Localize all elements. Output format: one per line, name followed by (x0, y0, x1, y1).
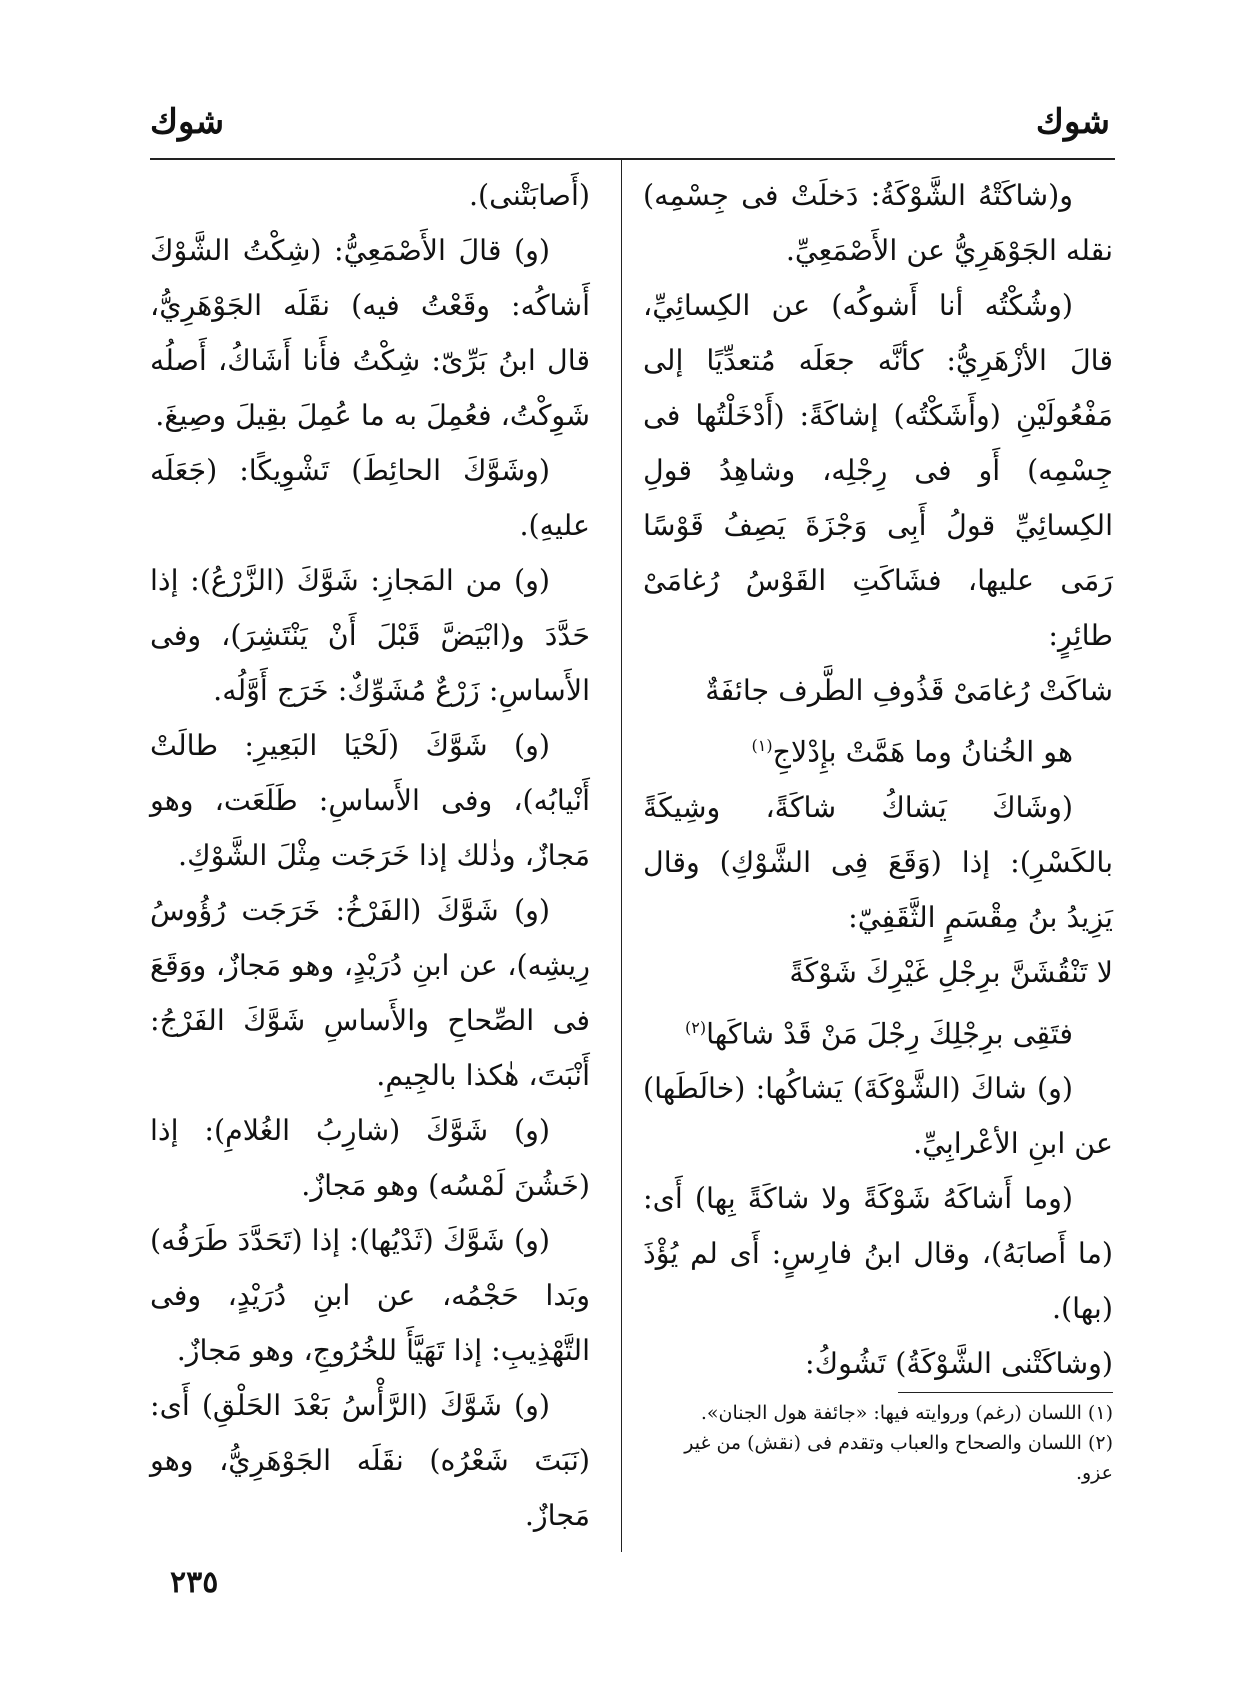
paragraph-text: (و) شَوَّكَ (الرَّأْسُ بَعْدَ الحَلْقِ) أَى: (نَبَتَ شَعْرُه) نقَلَه الجَوْهَرِيُّ، وهو مَجازٌ. (150, 1389, 590, 1532)
header-rule (150, 158, 1115, 160)
paragraph-text: هو الخُنانُ وما هَمَّتْ بإِدْلاجِ (772, 735, 1073, 769)
paragraph-text: (و) شَوَّكَ (شارِبُ الغُلامِ): إذا (خَشُنَ لَمْسُه) وهو مَجازٌ. (150, 1114, 590, 1202)
entry-paragraph (643, 780, 1113, 945)
entry-paragraph (150, 1213, 590, 1378)
paragraph-text: (أَصابَتْنى). (469, 179, 590, 212)
paragraph-text: (و) شاكَ (الشَّوْكَةَ) يَشاكُها: (خالَطَها) عن ابنِ الأعْرابِيِّ. (643, 1072, 1113, 1160)
right-column (643, 168, 1113, 1391)
entry-paragraph (150, 553, 590, 718)
paragraph-text: فتَقِى برِجْلِكَ رِجْلَ مَنْ قَدْ شاكَها (706, 1017, 1073, 1050)
entry-paragraph (150, 883, 590, 1103)
paragraph-text: شاكَتْ رُغامَىْ قَذُوفِ الطَّرف جائفَةٌ (705, 674, 1113, 707)
footnotes (643, 1398, 1113, 1488)
paragraph-text: (و) قالَ الأَصْمَعِيُّ: (شِكْتُ الشَّوْكَ أَشاكُه: وقَعْتُ فيه) نقَلَه الجَوْهَرِيُّ، قال ابنُ بَرِّىّ: شِكْتُ فأَنا أَشَاكُ، أَصلُه شَوِكْتُ، فعُمِلَ به ما عُمِلَ بقِيلَ وصِيغَ. (150, 234, 590, 432)
paragraph-text: (و) من المَجازِ: شَوَّكَ (الزَّرْعُ): إذا حَدَّدَ و(ابْيَضَّ قَبْلَ أَنْ يَنْتَشِرَ)، وفى الأَساسِ: زَرْعٌ مُشَوِّكٌ: خَرَج أَوَّلُه. (150, 564, 590, 707)
paragraph-text: (و) شَوَّكَ (ثَدْيُها): إذا (تَحَدَّدَ طَرَفُه) وبَدا حَجْمُه، عن ابنِ دُرَيْدٍ، وفى التَّهْذِيبِ: إذا تَهَيَّأَ للخُرُوجِ، وهو مَجازٌ. (150, 1224, 590, 1367)
running-header-right: شوك (1035, 102, 1110, 142)
running-header-left: شوك (150, 102, 225, 142)
paragraph-text: (وشَوَّكَ الحائِطَ) تَشْوِيكًا: (جَعَلَه عليهِ). (150, 454, 590, 542)
verse-line (643, 945, 1113, 1000)
entry-paragraph (150, 1103, 590, 1213)
verse-line (643, 718, 1113, 780)
entry-paragraph (643, 278, 1113, 663)
entry-paragraph (643, 1061, 1113, 1171)
verse-line (643, 1000, 1113, 1062)
left-column (150, 168, 590, 1543)
paragraph-text: (وشُكْتُه أنا أَشوكُه) عن الكِسائِيِّ، قالَ الأزْهَرِيُّ: كأنَّه جعَلَه مُتعدِّيًا إلى مَفْعُولَيْنِ (وأَشَكْتُه) إشاكَةً: (أَدْخَلْتُها فى جِسْمِه) أَو فى رِجْلِه، وشاهِدُ قولِ الكِسائِيِّ قولُ أَبِى وَجْزَةَ يَصِفُ قَوْسًا رَمَى عليها، فشَاكَتِ القَوْسُ رُغامَىْ طائِرٍ: (643, 289, 1113, 652)
footnote-marker: (١) (751, 736, 773, 755)
paragraph-text: (و) شَوَّكَ (لَحْيَا البَعِيرِ: طالَتْ أَنْيابُه)، وفى الأَساسِ: طَلَعَت، وهو مَجازٌ، وذٰلك إذا خَرَجَت مِثْلَ الشَّوْكِ. (150, 729, 590, 872)
paragraph-text: (وشاكَتْنى الشَّوْكَةُ) تَشُوكُ: (805, 1347, 1113, 1380)
entry-paragraph (150, 223, 590, 443)
page-number: ٢٣٥ (170, 1565, 219, 1600)
footnote-1: (١) اللسان (رغم) وروايته فيها: «جائفة هول الجنان». (700, 1402, 1113, 1424)
entry-paragraph (643, 168, 1113, 278)
verse-line (643, 663, 1113, 718)
entry-paragraph (150, 443, 590, 553)
paragraph-text: و(شاكَتْهُ الشَّوْكَةُ: دَخلَتْ فى جِسْمِه) نقله الجَوْهَرِيُّ عن الأَصْمَعِيِّ. (643, 179, 1113, 267)
entry-paragraph (643, 1171, 1113, 1336)
entry-paragraph (150, 168, 590, 223)
entry-paragraph (150, 718, 590, 883)
paragraph-text: لا تَنْقُشَنَّ برِجْلِ غَيْرِكَ شَوْكَةً (789, 955, 1113, 989)
paragraph-text: (و) شَوَّكَ (الفَرْخُ: خَرَجَت رُؤُوسُ رِيشِه)، عن ابنِ دُرَيْدٍ، وهو مَجازٌ، ووَقَعَ فى الصِّحاحِ والأَساسِ شَوَّكَ الفَرْجُ: أَنْبَتَ، هٰكذا بالجِيمِ. (150, 894, 590, 1092)
entry-paragraph (150, 1378, 590, 1543)
column-divider (621, 160, 622, 1552)
footnote-rule (898, 1392, 1113, 1393)
paragraph-text: (وشَاكَ يَشاكُ شاكَةً، وشِيكَةً بالكَسْرِ): إذا (وَقَعَ فِى الشَّوْكِ) وقال يَزِيدُ بنُ مِقْسَمٍ الثَّقَفِيّ: (643, 790, 1113, 934)
entry-paragraph (643, 1336, 1113, 1391)
paragraph-text: (وما أَشاكَهُ شَوْكَةً ولا شاكَةً بِها) أَى: (ما أَصابَهُ)، وقال ابنُ فارِسٍ: أَى لم يُؤْذَ (بها). (643, 1182, 1113, 1325)
footnote-2: (٢) اللسان والصحاح والعباب وتقدم فى (نقش) من غير عزو. (684, 1432, 1113, 1484)
footnote-marker: (٢) (685, 1017, 707, 1037)
